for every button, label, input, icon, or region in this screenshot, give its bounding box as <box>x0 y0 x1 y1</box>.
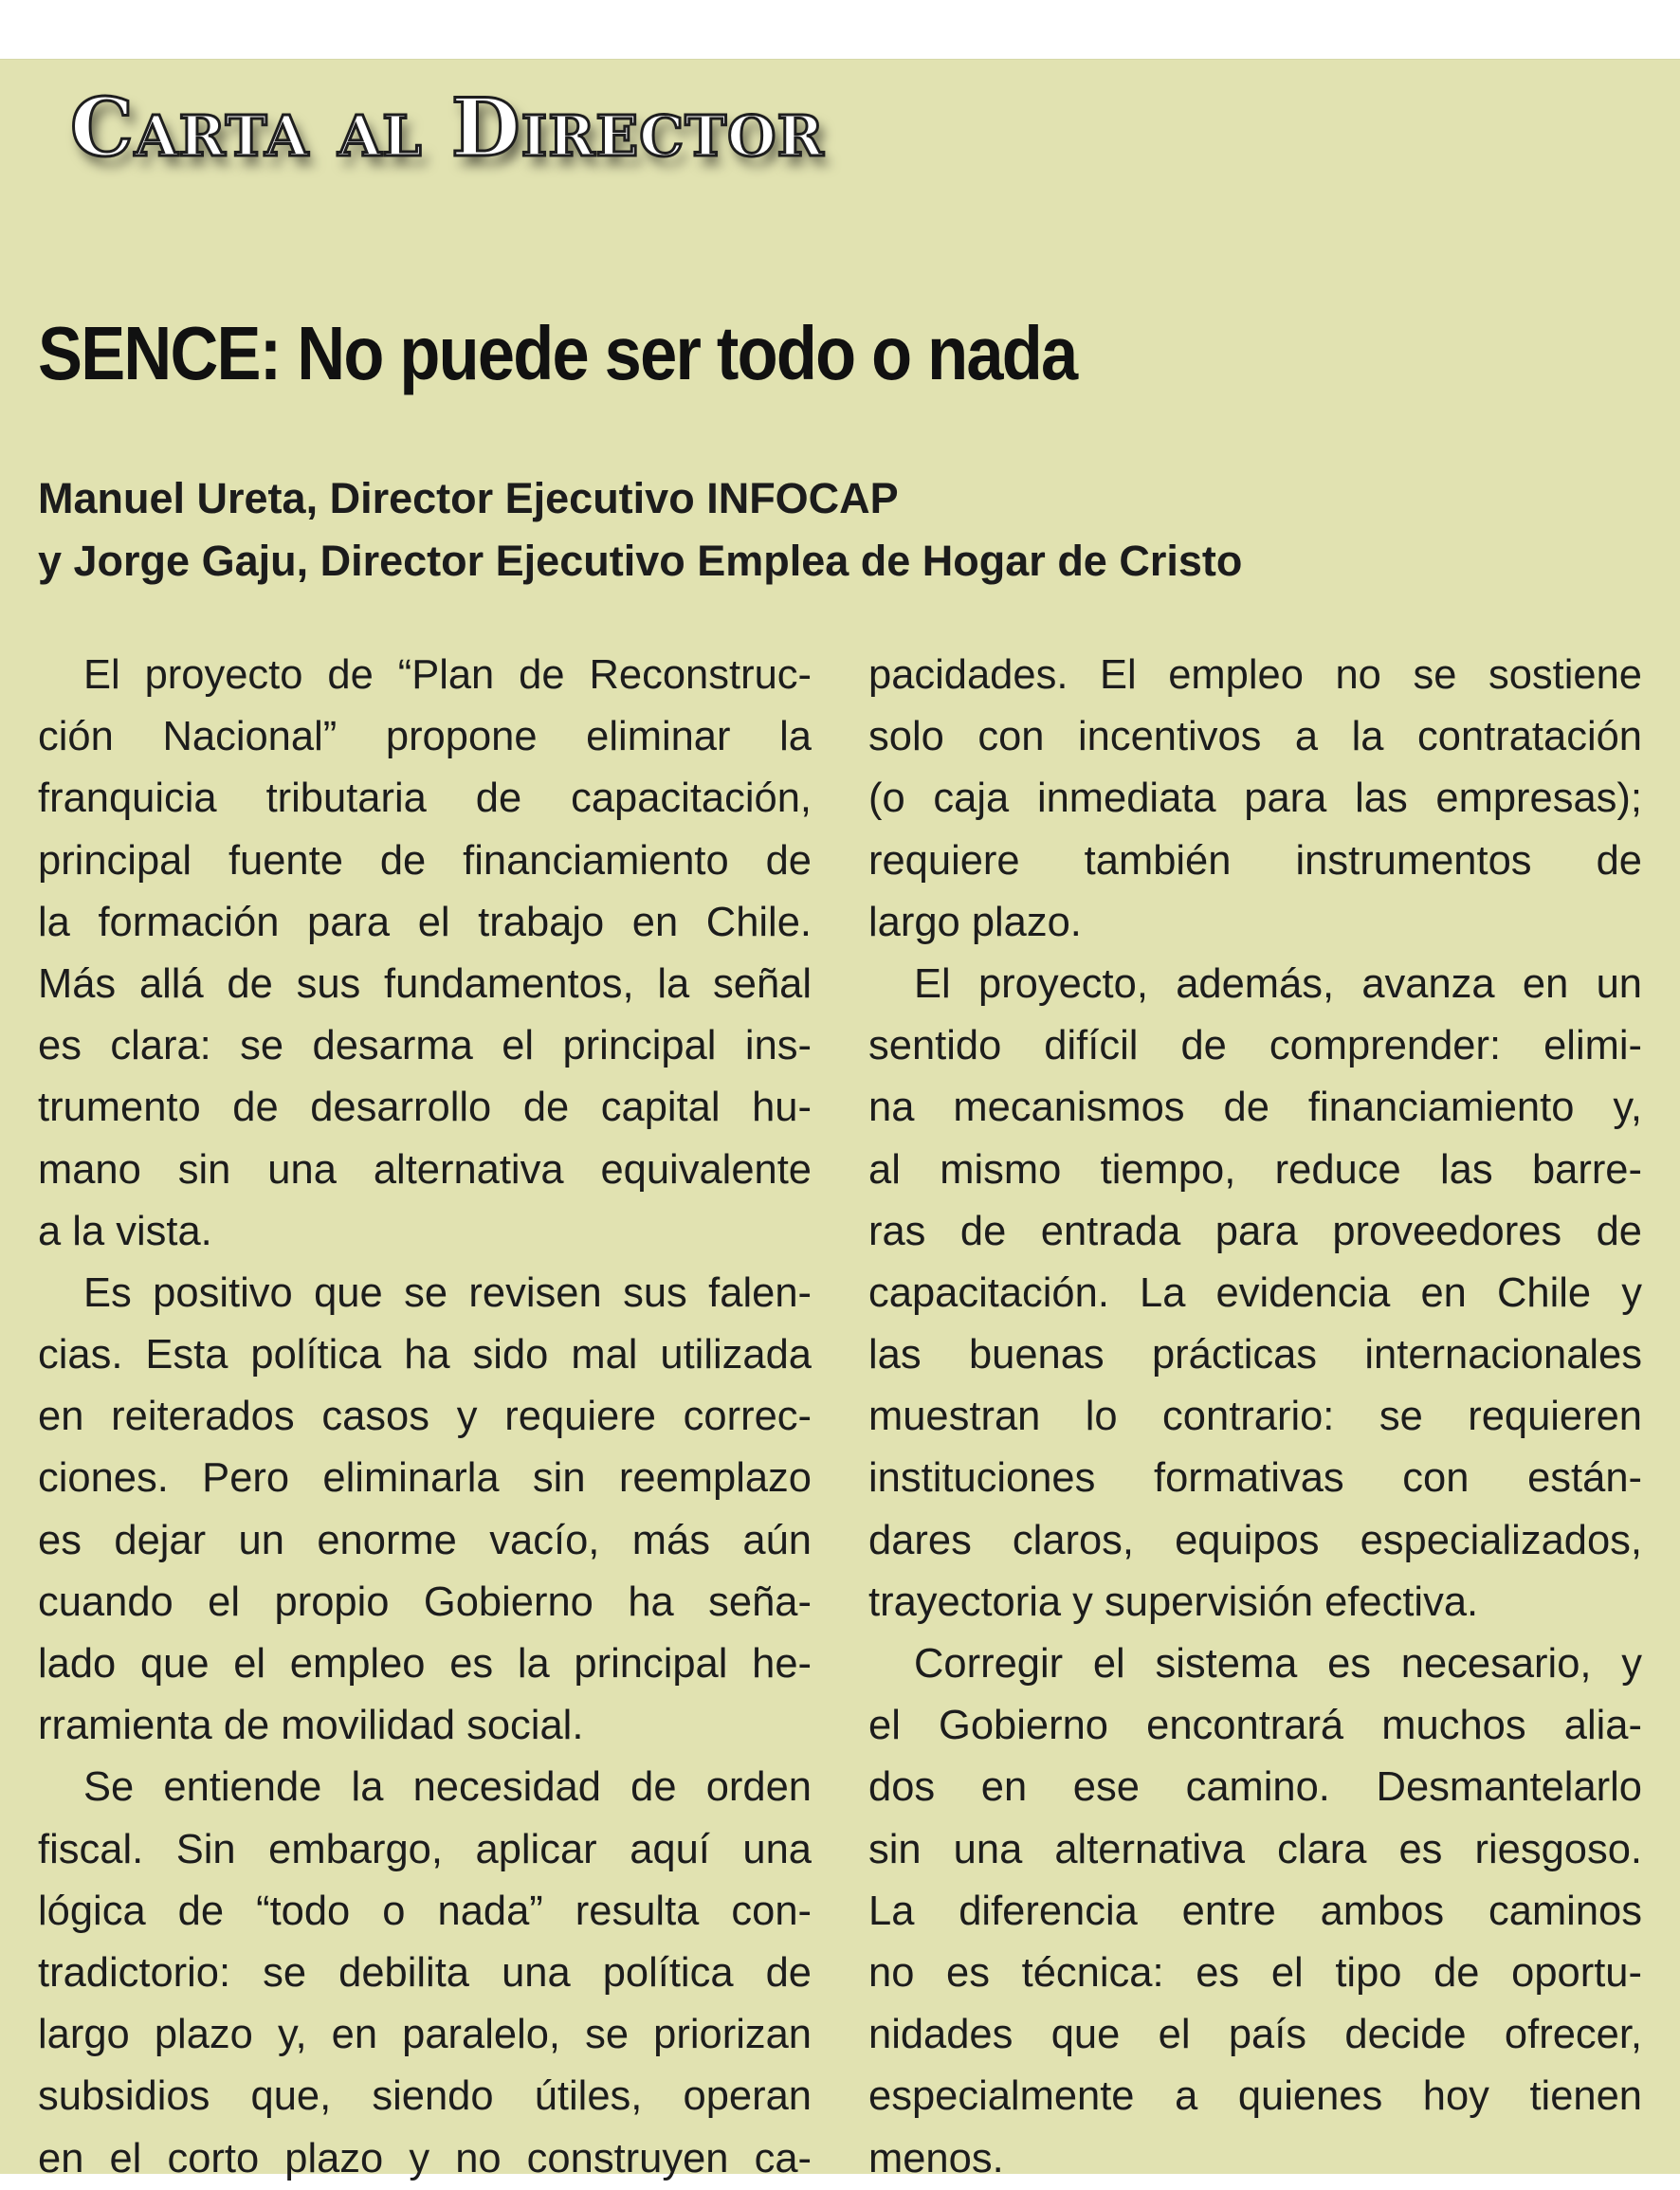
body-line: trumento de desarrollo de capital hu- <box>38 1085 812 1131</box>
body-line: trayectoria y supervisión efectiva. <box>868 1579 1479 1625</box>
body-line: Corregir el sistema es necesario, y <box>914 1641 1642 1687</box>
body-line: Se entiende la necesidad de orden <box>83 1764 812 1811</box>
byline-author-1: Manuel Ureta, Director Ejecutivo INFOCAP <box>38 474 899 522</box>
body-line: (o caja inmediata para las empresas); <box>868 776 1642 822</box>
body-line: largo plazo y, en paralelo, se priorizan <box>38 2012 812 2058</box>
body-line: cuando el propio Gobierno ha seña- <box>38 1579 812 1625</box>
body-line: capacitación. La evidencia en Chile y <box>868 1269 1642 1316</box>
article-column-right <box>868 645 1642 2190</box>
body-line: menos. <box>868 2135 1004 2181</box>
body-line: dos en ese camino. Desmantelarlo <box>868 1764 1642 1811</box>
body-line: rramienta de movilidad social. <box>38 1703 584 1749</box>
body-line: especialmente a quienes hoy tienen <box>868 2073 1642 2120</box>
body-line: pacidades. El empleo no se sostiene <box>868 652 1642 698</box>
body-line: lado que el empleo es la principal he- <box>38 1641 812 1687</box>
body-line: el Gobierno encontrará muchos alia- <box>868 1703 1642 1749</box>
body-line: es clara: se desarma el principal ins- <box>38 1023 812 1069</box>
body-line: na mecanismos de financiamiento y, <box>868 1085 1642 1131</box>
body-line: sin una alternativa clara es riesgoso. <box>868 1826 1642 1872</box>
body-line: ciones. Pero eliminarla sin reemplazo <box>38 1455 812 1502</box>
body-line: nidades que el país decide ofrecer, <box>868 2012 1642 2058</box>
body-line: Más allá de sus fundamentos, la señal <box>38 960 812 1007</box>
body-line: largo plazo. <box>868 899 1082 945</box>
body-line: en reiterados casos y requiere correc- <box>38 1394 812 1440</box>
body-line: es dejar un enorme vacío, más aún <box>38 1517 812 1563</box>
section-title: Carta al Director <box>70 81 825 174</box>
body-line: instituciones formativas con están- <box>868 1455 1642 1502</box>
body-line: a la vista. <box>38 1208 212 1254</box>
body-line: muestran lo contrario: se requieren <box>868 1394 1642 1440</box>
byline-author-2: y Jorge Gaju, Director Ejecutivo Emplea de Hogar de Cristo <box>38 537 1243 585</box>
body-line: Es positivo que se revisen sus falen- <box>83 1269 812 1316</box>
body-line: El proyecto de “Plan de Reconstruc- <box>83 652 812 698</box>
body-line: sentido difícil de comprender: elimi- <box>868 1023 1642 1069</box>
body-line: ras de entrada para proveedores de <box>868 1208 1642 1254</box>
body-line: al mismo tiempo, reduce las barre- <box>868 1146 1642 1193</box>
body-line: no es técnica: es el tipo de oportu- <box>868 1949 1642 1996</box>
body-line: franquicia tributaria de capacitación, <box>38 776 812 822</box>
body-line: subsidios que, siendo útiles, operan <box>38 2073 812 2120</box>
body-line: La diferencia entre ambos caminos <box>868 1888 1642 1934</box>
body-line: las buenas prácticas internacionales <box>868 1332 1642 1378</box>
byline <box>38 467 1242 593</box>
body-line: principal fuente de financiamiento de <box>38 837 812 884</box>
body-line: ción Nacional” propone eliminar la <box>38 714 812 760</box>
body-line: dares claros, equipos especializados, <box>868 1517 1642 1563</box>
body-line: requiere también instrumentos de <box>868 837 1642 884</box>
body-line: lógica de “todo o nada” resulta con- <box>38 1888 812 1934</box>
body-line: la formación para el trabajo en Chile. <box>38 899 812 945</box>
headline: SENCE: No puede ser todo o nada <box>38 311 1077 395</box>
body-line: tradictorio: se debilita una política de <box>38 1949 812 1996</box>
body-line: mano sin una alternativa equivalente <box>38 1146 812 1193</box>
article-panel <box>0 59 1680 2181</box>
body-line: en el corto plazo y no construyen ca- <box>38 2135 812 2181</box>
page-top-margin <box>0 0 1680 59</box>
body-line: fiscal. Sin embargo, aplicar aquí una <box>38 1826 812 1872</box>
body-line: El proyecto, además, avanza en un <box>914 960 1642 1007</box>
body-line: cias. Esta política ha sido mal utilizada <box>38 1332 812 1378</box>
article-column-left <box>38 645 812 2190</box>
body-line: solo con incentivos a la contratación <box>868 714 1642 760</box>
